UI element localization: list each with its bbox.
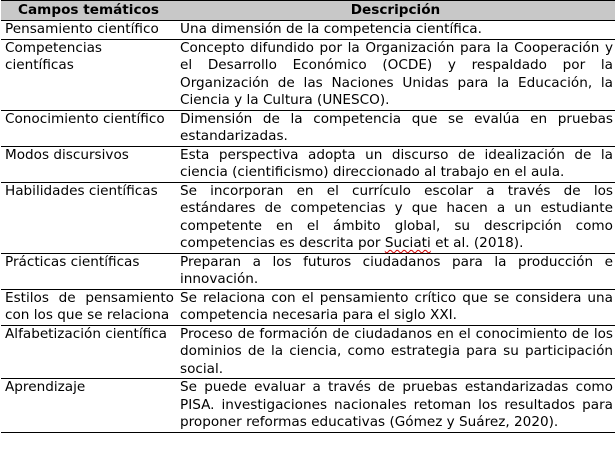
row-field: Alfabetización científica: [1, 325, 176, 379]
table-row: [1, 146, 615, 182]
row-field: Modos discursivos: [1, 146, 176, 182]
table-row: [1, 253, 615, 289]
row-description: Una dimensión de la competencia científica.: [176, 21, 615, 40]
row-description: Dimensión de la competencia que se evalúa en pruebas estandarizadas.: [176, 110, 615, 146]
description-text: Se incorporan en el currículo escolar a través de los estándares de competencias y que hacen a un estudiante competente en el ámbito global, su descripción como competencias es descrita por: [180, 182, 613, 251]
table-row: [1, 39, 615, 110]
row-field: Habilidades científicas: [1, 182, 176, 253]
table-row: [1, 21, 615, 40]
row-description: Esta perspectiva adopta un discurso de idealización de la ciencia (cientificismo) direccionado al trabajo en el aula.: [176, 146, 615, 182]
row-description: Se relaciona con el pensamiento crítico que se considera una competencia necesaria para el siglo XXI.: [176, 289, 615, 325]
row-field: Pensamiento científico: [1, 21, 176, 40]
row-field: Prácticas científicas: [1, 253, 176, 289]
row-description: Se puede evaluar a través de pruebas estandarizadas como PISA. investigaciones nacionales retoman los resultados para proponer reformas educativas (Gómez y Suárez, 2020).: [176, 379, 615, 433]
row-description: Preparan a los futuros ciudadanos para la producción e innovación.: [176, 253, 615, 289]
citation-author: Suciati: [384, 235, 431, 251]
citation-year: et al. (2018).: [430, 235, 524, 251]
header-campos-tematicos: Campos temáticos: [1, 1, 176, 21]
table-row: [1, 289, 615, 325]
row-field: Conocimiento científico: [1, 110, 176, 146]
row-description: Proceso de formación de ciudadanos en el conocimiento de los dominios de la ciencia, como estrategia para su participación social.: [176, 325, 615, 379]
thematic-fields-table: [1, 0, 615, 433]
row-description: [176, 182, 615, 253]
header-descripcion: Descripción: [176, 1, 615, 21]
table-row: [1, 110, 615, 146]
row-field: Estilos de pensamiento con los que se relaciona: [1, 289, 176, 325]
table-header-row: [1, 1, 615, 21]
table-row: [1, 325, 615, 379]
table-row: [1, 182, 615, 253]
row-field: Aprendizaje: [1, 379, 176, 433]
row-field: Competencias científicas: [1, 39, 176, 110]
row-description: Concepto difundido por la Organización para la Cooperación y el Desarrollo Económico (OCDE) y respaldado por la Organización de las Naciones Unidas para la Educación, la Ciencia y la Cultura (UNESCO).: [176, 39, 615, 110]
table-row: [1, 379, 615, 433]
